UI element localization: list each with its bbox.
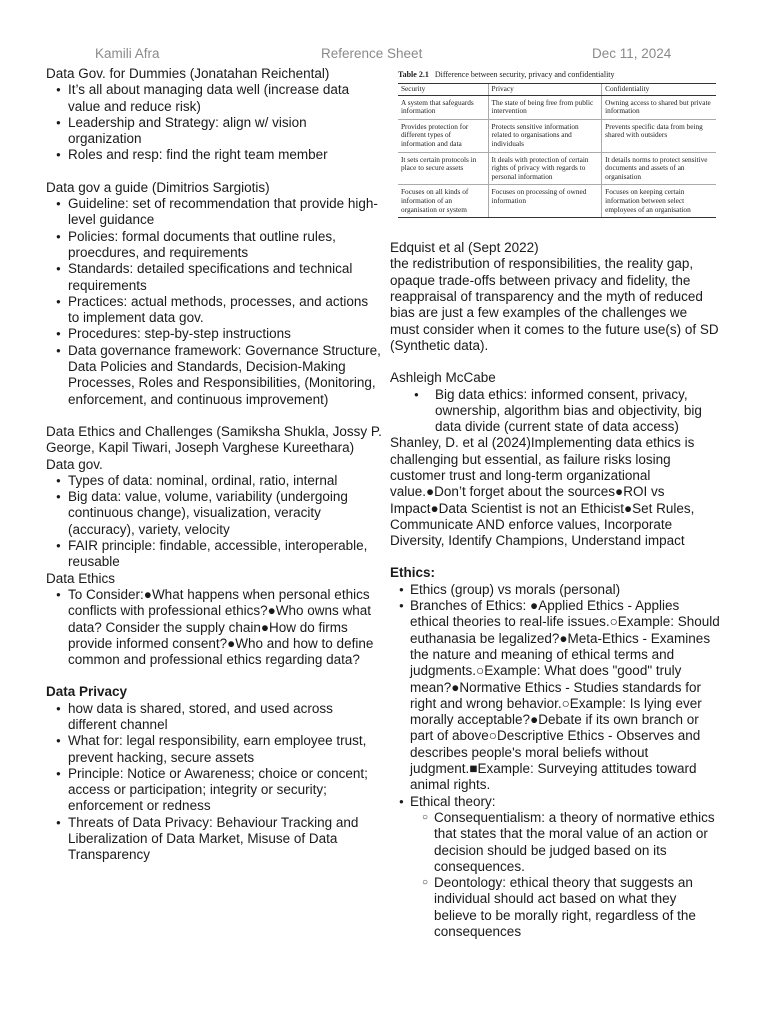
list-item: ● Policies: formal documents that outline rules, proecdures, and requirements [46,229,382,262]
list-item: ● Roles and resp: find the right team member [46,147,382,163]
table-caption [398,70,716,80]
table-row [398,95,716,119]
subsection-data-ethics: Data Ethics [46,570,116,586]
list-data-gov-types [46,473,382,571]
list-item: ● how data is shared, stored, and used across different channel [46,701,382,734]
table-cell: Owning access to shared but private information [602,95,716,119]
section-title-data-gov-dummies: Data Gov. for Dummies (Jonatahan Reichental) [46,66,330,81]
section-title-data-gov-guide: Data gov a guide (Dimitrios Sargiotis) [46,179,270,195]
list-item [390,794,720,941]
document-date: Dec 11, 2024 [592,46,672,61]
table-cell: Focuses on keeping certain information between select employees of an organisation [602,185,716,218]
list-item: ● Big data ethics: informed consent, privacy, ownership, algorithm bias and objectivity, big data divide (current state of data access) [390,387,720,436]
list-item: ● Branches of Ethics: ●Applied Ethics - Applies ethical theories to real-life issues.○Example: Should euthanasia be legalized?●Meta-Ethics - Examines the nature and meaning of ethical terms and judgments.○Example: What does "good" truly mean?●Normative Ethics - Studies standards for right and wrong behavior.○Example: Is lying ever morally acceptable?●Debate if its own branch or part of above○Descriptive Ethics - Observes and describes people's moral beliefs without judgment.■Example: Surveying attitudes toward animal rights. [390,598,720,794]
list-data-gov-guide [46,196,382,408]
table-cell: Focuses on processing of owned information [488,185,602,218]
list-item: ● FAIR principle: findable, accessible, interoperable, reusable [46,538,382,571]
list-item: ● Big data: value, volume, variability (undergoing continuous change), visualization, veracity (accuracy), variety, velocity [46,489,382,538]
table-header: Confidentiality [602,84,716,96]
table-header: Privacy [488,84,602,96]
list-data-privacy [46,701,382,864]
table-cell: It deals with protection of certain rights of privacy with regards to personal information [488,152,602,185]
list-item: ● Types of data: nominal, ordinal, ratio, internal [46,473,382,489]
list-item: ● Guideline: set of recommendation that provide high-level guidance [46,196,382,229]
right-column [390,66,720,940]
shanley-text: Shanley, D. et al (2024)Implementing data ethics is challenging but essential, as failure risks losing customer trust and long-term organizational value.●Don’t forget about the sources●ROI vs Impact●Data Scientist is not an Ethicist●Set Rules, Communicate AND enforce values, Incorporate Diversity, Identify Champions, Understand impact [390,435,695,549]
list-item: ● Practices: actual methods, processes, and actions to implement data gov. [46,294,382,327]
list-item: ● To Consider:●What happens when personal ethics conflicts with professional ethics?●Who owns what data? Consider the supply chain●How do firms provide informed consent?●Who and how to define common and professional ethics regarding data? [46,587,382,668]
list-item: ● Leadership and Strategy: align w/ vision organization [46,115,382,148]
list-item: ● Threats of Data Privacy: Behaviour Tracking and Liberalization of Data Market, Misuse of Data Transparency [46,815,382,864]
author-name: Kamili Afra [95,46,160,61]
list-item: ● Ethics (group) vs morals (personal) [390,582,720,598]
table-cell: Provides protection for different types of information and data [398,119,488,152]
list-data-gov-dummies [46,82,382,163]
table-cell: A system that safeguards information [398,95,488,119]
list-ethics [390,582,720,941]
list-item: ● It’s all about managing data well (increase data value and reduce risk) [46,82,382,115]
table-row [398,152,716,185]
list-ethical-theory [390,810,720,940]
section-title-mccabe: Ashleigh McCabe [390,370,496,386]
table-row [398,185,716,218]
list-data-ethics [46,587,382,668]
table-row [398,119,716,152]
table-label: Table 2.1 [398,70,429,79]
list-item: ● Principle: Notice or Awareness; choice or concent; access or participation; integrity or security; enforcement or redness [46,766,382,815]
table-cell: It details norms to protect sensitive documents and assets of an organisation [602,152,716,185]
list-item-label: Ethical theory: [410,793,496,809]
table-caption-text: Difference between security, privacy and confidentiality [434,70,615,79]
section-title-data-ethics-challenges: Data Ethics and Challenges (Samiksha Shukla, Jossy P. George, Kapil Tiwari, Joseph Varghese Kureethara) [46,423,382,456]
list-item: ● What for: legal responsibility, earn employee trust, prevent hacking, secure assets [46,733,382,766]
table-cell: Focuses on all kinds of information of an organisation or system [398,185,488,218]
table-cell: It sets certain protocols in place to secure assets [398,152,488,185]
list-item: ● Procedures: step-by-step instructions [46,326,382,342]
edquist-text: the redistribution of responsibilities, the reality gap, opaque trade-offs between privacy and fidelity, the reappraisal of transparency and the myth of reduced bias are just a few examples of the challenges we must consider when it comes to the future use(s) of SD (Synthetic data). [390,256,719,353]
section-title-edquist: Edquist et al (Sept 2022) [390,240,539,256]
comparison-table-figure [398,70,716,218]
left-column [46,66,382,864]
table-cell: The state of being free from public intervention [488,95,602,119]
list-item: ● Standards: detailed specifications and technical requirements [46,261,382,294]
document-title: Reference Sheet [321,46,423,61]
list-item: ○ Deontology: ethical theory that suggests an individual should act based on what they believe to be morally right, regardless of the consequences [390,875,720,940]
section-title-ethics: Ethics: [390,565,436,581]
list-item: ● Data governance framework: Governance Structure, Data Policies and Standards, Decision-Making Processes, Roles and Responsibilities, (Monitoring, enforcement, and continuous improvement) [46,343,382,408]
page-header [0,46,768,62]
table-header-row [398,84,716,96]
table-header: Security [398,84,488,96]
section-title-data-privacy: Data Privacy [46,684,128,700]
list-item: ○ Consequentialism: a theory of normative ethics that states that the moral value of an action or decision should be judged based on its consequences. [390,810,720,875]
list-mccabe [390,387,720,436]
table-cell: Prevents specific data from being shared with outsiders [602,119,716,152]
subsection-data-gov: Data gov. [46,456,103,472]
comparison-table [398,83,716,218]
table-cell: Protects sensitive information related to organisations and individuals [488,119,602,152]
